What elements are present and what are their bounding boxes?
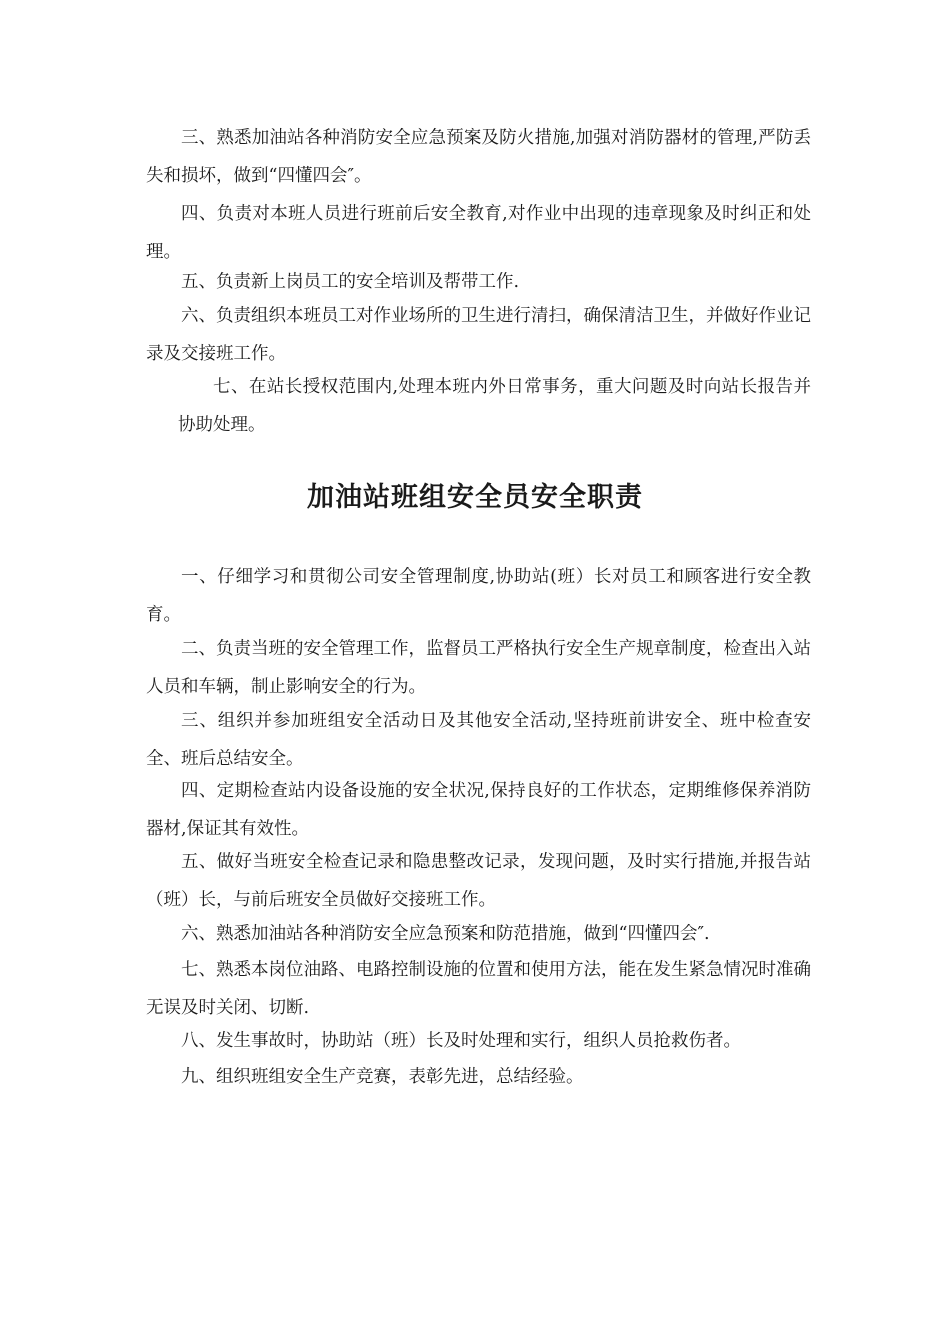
duty-paragraph-6: 六、负责组织本班员工对作业场所的卫生进行清扫，确保清洁卫生，并做好作业记录及交接班工作。	[146, 306, 811, 364]
safety-duty-paragraph-4: 四、定期检查站内设备设施的安全状况,保持良好的工作状态，定期维修保养消防器材,保证其有效性。	[146, 781, 811, 839]
safety-duty-paragraph-6: 六、熟悉加油站各种消防安全应急预案和防范措施，做到“四懂四会″.	[181, 924, 710, 944]
duty-paragraph-3: 三、熟悉加油站各种消防安全应急预案及防火措施,加强对消防器材的管理,严防丢失和损坏，做到“四懂四会″。	[146, 128, 811, 186]
safety-duty-paragraph-9: 九、组织班组安全生产竞赛，表彰先进，总结经验。	[181, 1067, 584, 1087]
section-title: 加油站班组安全员安全职责	[307, 482, 643, 513]
safety-duty-paragraph-7: 七、熟悉本岗位油路、电路控制设施的位置和使用方法，能在发生紧急情况时准确无误及时关闭、切断.	[146, 960, 811, 1018]
duty-paragraph-4: 四、负责对本班人员进行班前后安全教育,对作业中出现的违章现象及时纠正和处理。	[146, 204, 811, 262]
safety-duty-paragraph-3: 三、组织并参加班组安全活动日及其他安全活动,坚持班前讲安全、班中检查安全、班后总结安全。	[146, 711, 811, 769]
duty-paragraph-7: 七、在站长授权范围内,处理本班内外日常事务，重大问题及时向站长报告并协助处理。	[178, 377, 811, 435]
safety-duty-paragraph-8: 八、发生事故时，协助站（班）长及时处理和实行，组织人员抢救伤者。	[181, 1031, 741, 1051]
duty-paragraph-5: 五、负责新上岗员工的安全培训及帮带工作.	[181, 272, 520, 292]
safety-duty-paragraph-2: 二、负责当班的安全管理工作，监督员工严格执行安全生产规章制度，检查出入站人员和车辆，制止影响安全的行为。	[146, 639, 811, 697]
safety-duty-paragraph-5: 五、做好当班安全检查记录和隐患整改记录，发现问题，及时实行措施,并报告站（班）长，与前后班安全员做好交接班工作。	[146, 852, 811, 910]
safety-duty-paragraph-1: 一、仔细学习和贯彻公司安全管理制度,协助站(班）长对员工和顾客进行安全教育。	[146, 567, 811, 625]
